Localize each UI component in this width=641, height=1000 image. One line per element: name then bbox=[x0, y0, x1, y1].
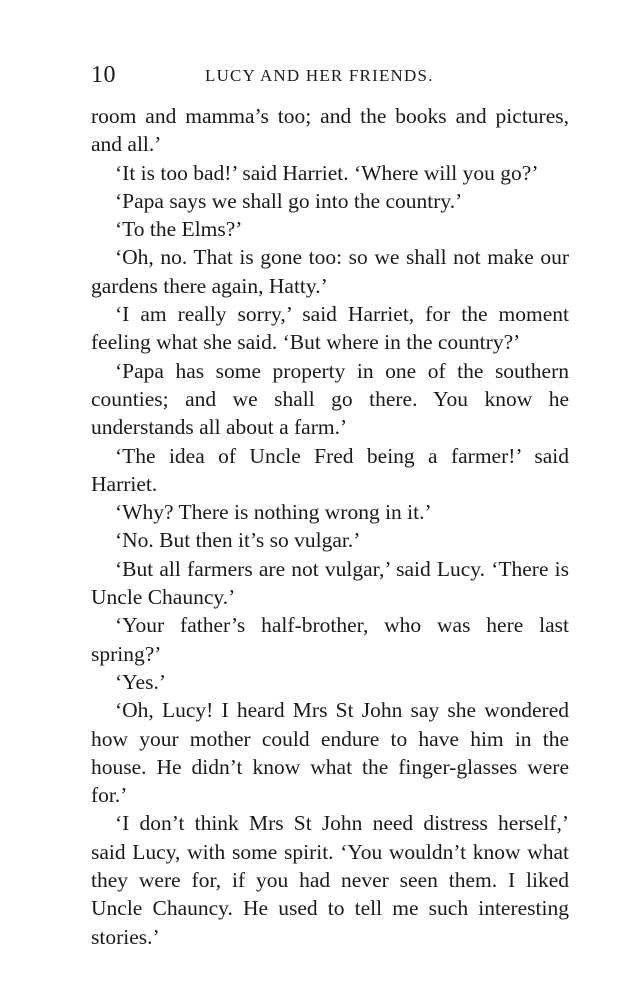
book-page bbox=[91, 58, 569, 951]
paragraph: ‘Papa has some property in one of the southern counties; and we shall go there. You know he understands all about a farm.’ bbox=[91, 358, 569, 440]
page-number: 10 bbox=[91, 62, 116, 88]
paragraph: ‘Oh, no. That is gone too: so we shall not make our gardens there again, Hatty.’ bbox=[91, 245, 569, 298]
paragraph: ‘No. But then it’s so vulgar.’ bbox=[115, 528, 361, 553]
paragraph: ‘To the Elms?’ bbox=[115, 217, 243, 242]
page-header bbox=[91, 58, 569, 92]
paragraph: ‘But all farmers are not vulgar,’ said Lucy. ‘There is Uncle Chauncy.’ bbox=[91, 556, 569, 610]
page-body bbox=[91, 102, 569, 951]
paragraph: ‘Your father’s half-brother, who was here last spring?’ bbox=[91, 613, 569, 666]
paragraph: ‘Yes.’ bbox=[115, 669, 166, 694]
paragraph: ‘I don’t think Mrs St John need distress herself,’ said Lucy, with some spirit. ‘You wouldn’t know what they were for, if you had never seen them. I liked Uncle Chauncy. He used to tell me such interesting stories.’ bbox=[91, 811, 569, 949]
running-title: LUCY AND HER FRIENDS. bbox=[205, 66, 434, 85]
paragraph: ‘The idea of Uncle Fred being a farmer!’ said Harriet. bbox=[91, 443, 569, 496]
paragraph: ‘Why? There is nothing wrong in it.’ bbox=[115, 500, 432, 525]
paragraph: ‘It is too bad!’ said Harriet. ‘Where will you go?’ bbox=[115, 160, 539, 185]
paragraph: room and mamma’s too; and the books and pictures, and all.’ bbox=[91, 104, 569, 157]
paragraph: ‘Papa says we shall go into the country.’ bbox=[115, 188, 463, 213]
paragraph: ‘I am really sorry,’ said Harriet, for the moment feeling what she said. ‘But where in the country?’ bbox=[91, 302, 569, 355]
paragraph: ‘Oh, Lucy! I heard Mrs St John say she wondered how your mother could endure to have him in the house. He didn’t know what the finger-glasses were for.’ bbox=[91, 698, 569, 808]
